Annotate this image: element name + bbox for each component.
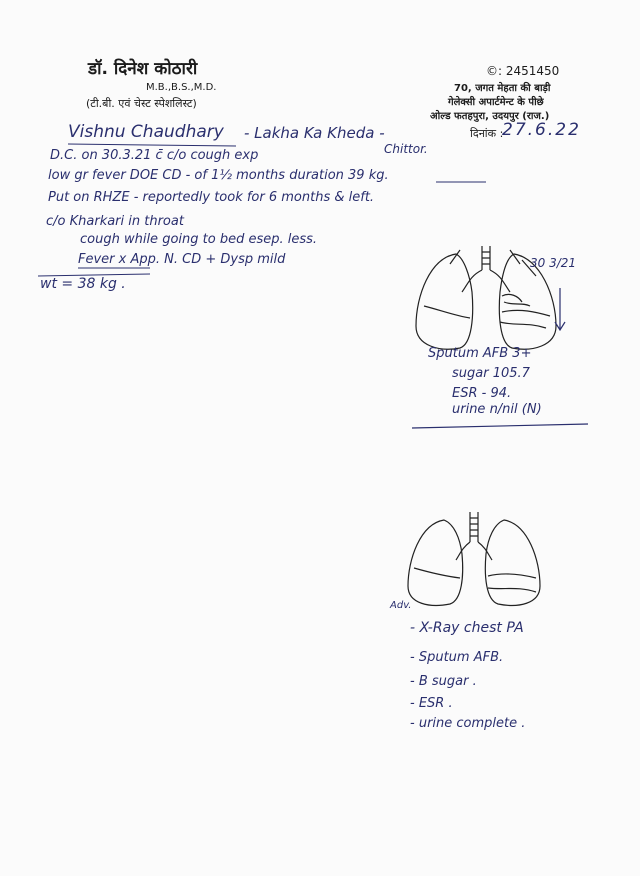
history-line: cough while going to bed esep. less. bbox=[80, 232, 318, 247]
advice-mark: Adv. bbox=[390, 600, 412, 611]
advice-line: - X-Ray chest PA bbox=[410, 620, 524, 636]
xray-date-annotation: 30 3/21 bbox=[530, 256, 577, 270]
patient-district: Chittor. bbox=[384, 142, 428, 156]
downward-arrow bbox=[552, 286, 572, 336]
doctor-degrees: M.B.,B.S.,M.D. bbox=[146, 82, 217, 93]
weight-note: wt = 38 kg . bbox=[40, 276, 126, 292]
history-line: Fever x App. N. CD + Dysp mild bbox=[78, 252, 286, 267]
patient-name: Vishnu Chaudhary bbox=[68, 122, 224, 142]
finding-line: ESR - 94. bbox=[452, 386, 512, 401]
address-line-3: ओल्ड फतहपुरा, उदयपुर (राज.) bbox=[430, 111, 550, 122]
doctor-specialty: (टी.बी. एवं चेस्ट स्पेशलिस्ट) bbox=[86, 97, 197, 110]
date-label: दिनांक : bbox=[470, 127, 504, 140]
patient-village: - Lakha Ka Kheda - bbox=[244, 124, 385, 142]
advice-line: - ESR . bbox=[410, 696, 453, 711]
history-line: c/o Kharkari in throat bbox=[46, 214, 184, 229]
history-line: low gr fever DOE CD - of 1½ months duration 39 kg. bbox=[48, 168, 389, 183]
advice-line: - Sputum AFB. bbox=[410, 650, 504, 665]
lung-diagram-blank bbox=[404, 510, 564, 610]
finding-line: sugar 105.7 bbox=[452, 366, 530, 381]
finding-line: urine n/nil (N) bbox=[452, 402, 542, 417]
advice-line: - B sugar . bbox=[410, 674, 477, 689]
doctor-name: डॉ. दिनेश कोठारी bbox=[88, 59, 198, 79]
phone-number: ©: 2451450 bbox=[486, 64, 560, 78]
history-line: Put on RHZE - reportedly took for 6 months & left. bbox=[48, 190, 375, 205]
date-value: 27.6.22 bbox=[502, 120, 581, 140]
finding-line: Sputum AFB 3+ bbox=[428, 346, 532, 361]
address-line-1: 70, जगत मेहता की बाड़ी bbox=[454, 83, 551, 94]
address-line-2: गेलेक्सी अपार्टमेन्ट के पीछे bbox=[448, 97, 544, 108]
advice-line: - urine complete . bbox=[410, 716, 526, 731]
history-line: D.C. on 30.3.21 c̄ c/o cough exp bbox=[50, 148, 259, 163]
